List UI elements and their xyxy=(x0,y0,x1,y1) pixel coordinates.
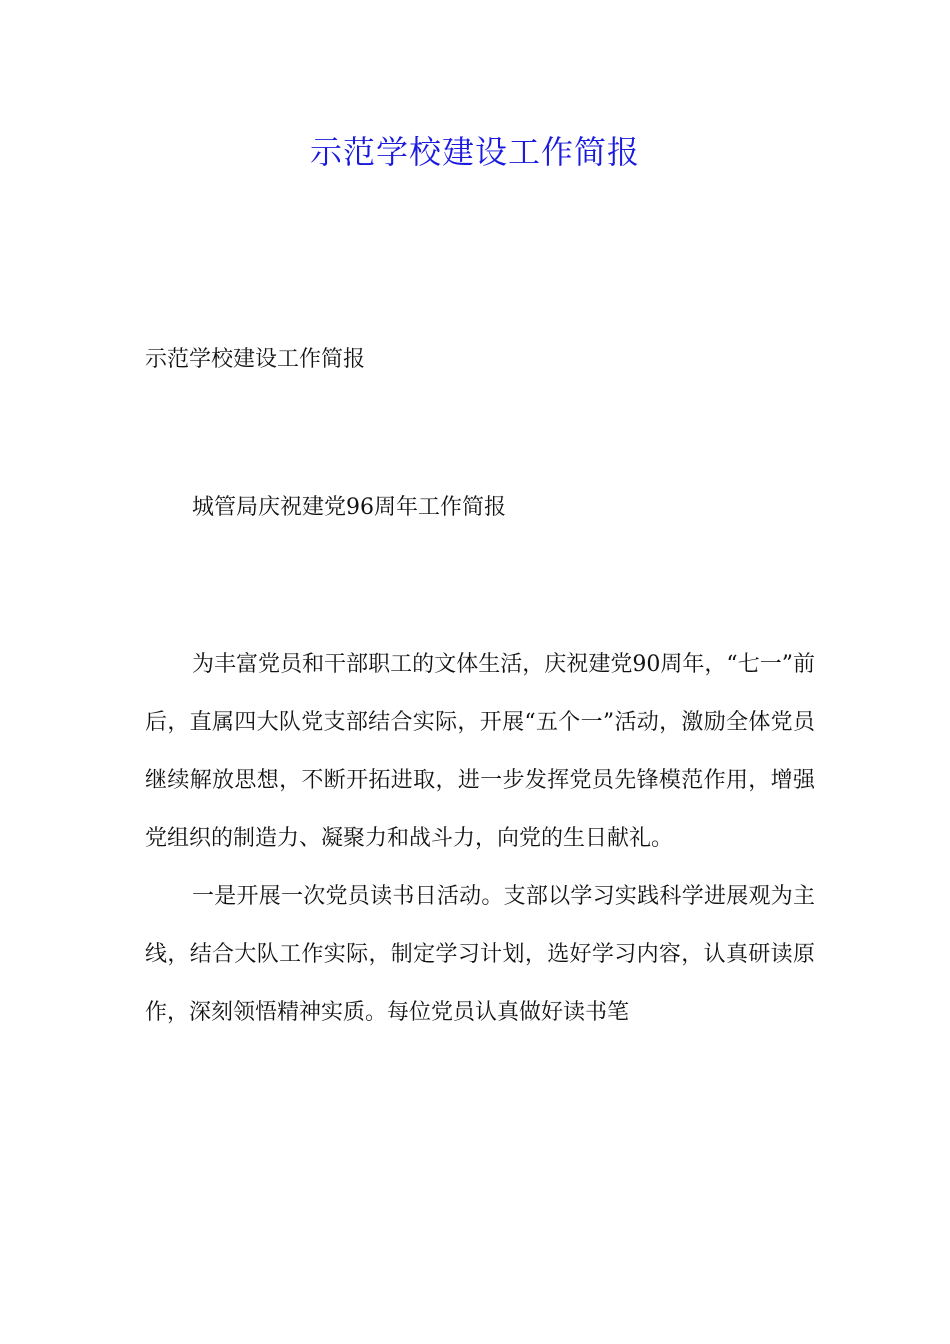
document-subtitle: 示范学校建设工作简报 xyxy=(145,347,366,372)
document-body xyxy=(145,636,815,1042)
paragraph-intro: 为丰富党员和干部职工的文体生活，庆祝建党90周年，“七一”前后，直属四大队党支部结合实际，开展“五个一”活动，激励全体党员继续解放思想，不断开拓进取，进一步发挥党员先锋模范作用，增强党组织的制造力、凝聚力和战斗力，向党的生日献礼。 xyxy=(145,652,815,851)
report-heading: 城管局庆祝建党96周年工作简报 xyxy=(192,495,506,520)
paragraph-reading-day: 一是开展一次党员读书日活动。支部以学习实践科学进展观为主线，结合大队工作实际，制定学习计划，选好学习内容，认真研读原作，深刻领悟精神实质。每位党员认真做好读书笔 xyxy=(145,884,815,1025)
document-title: 示范学校建设工作简报 xyxy=(309,133,640,171)
